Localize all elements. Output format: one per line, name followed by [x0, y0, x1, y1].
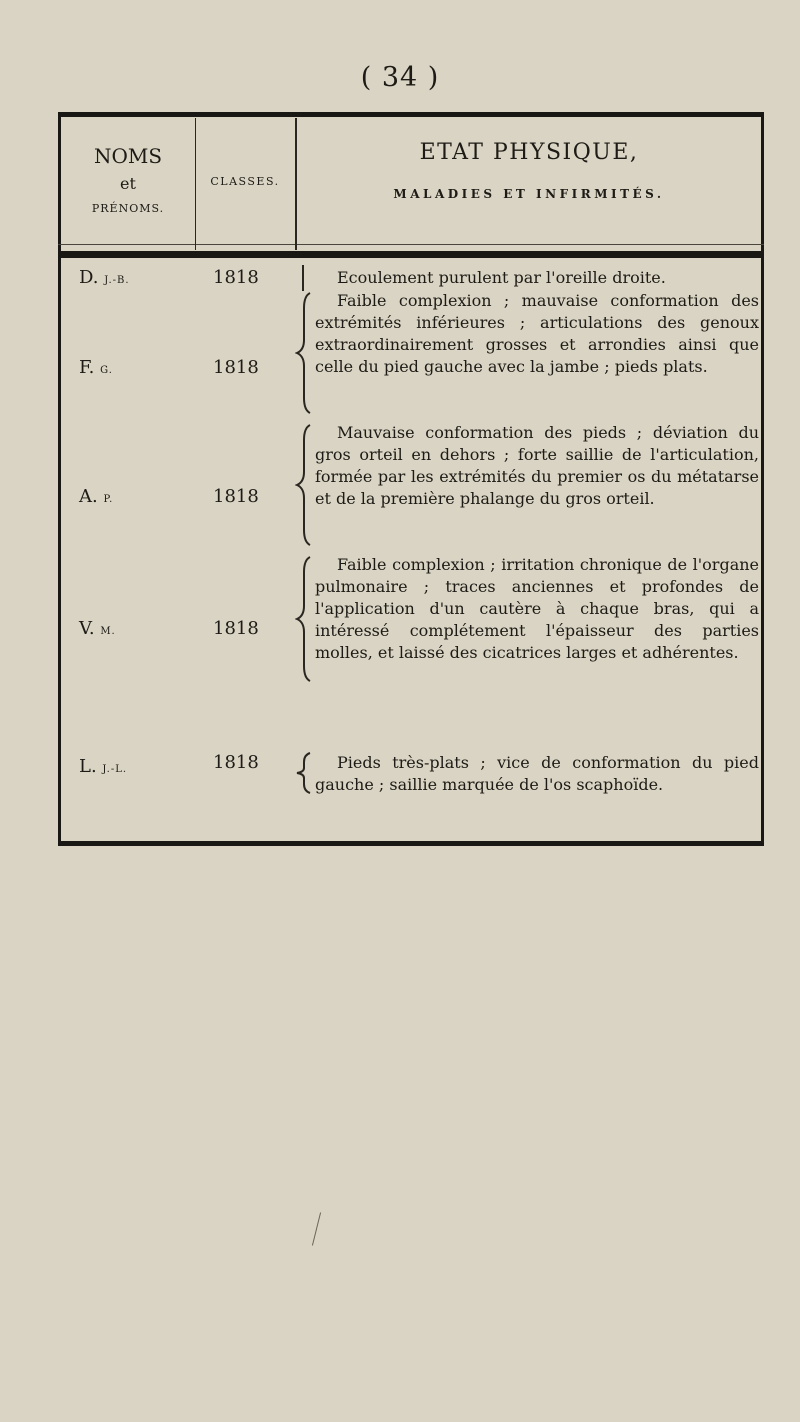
header-rule: [58, 251, 764, 258]
header-noms: NOMS: [93, 144, 163, 168]
row-4-prenom: M.: [100, 626, 116, 637]
row-2-initial: F.: [79, 357, 95, 378]
header-classes-label: CLASSES.: [210, 175, 280, 188]
row-1-classe: 1818: [213, 267, 259, 288]
row-5-name: [79, 756, 127, 777]
header-classes: [195, 116, 295, 248]
row-5-text: Pieds très-plats ; vice de conformation du pied gauche ; saillie marquée de l'os scaphoïde.: [315, 753, 759, 794]
stray-mark: [312, 1212, 321, 1245]
register-table: [58, 116, 764, 842]
row-2-classe: 1818: [213, 357, 259, 378]
row-5-prenom: J.-L.: [102, 764, 128, 775]
row-2-text: Faible complexion ; mauvaise conformation des extrémités inférieures ; articulations des genoux extraordinairement grosses et arrondies ainsi que celle du pied gauche avec la jambe ; pieds plats.: [315, 291, 759, 376]
row-2-brace: [295, 290, 315, 416]
row-4-classe: 1818: [213, 618, 259, 639]
header-et: et: [120, 174, 136, 193]
row-4-name: [79, 618, 116, 639]
row-1-text: Ecoulement purulent par l'oreille droite.: [337, 268, 666, 287]
row-1-prenom: J.-B.: [104, 275, 130, 286]
row-4-initial: V.: [79, 618, 95, 639]
row-4-brace: [295, 554, 315, 684]
row-3-classe: 1818: [213, 486, 259, 507]
header-etat-subtitle: MALADIES ET INFIRMITÉS.: [393, 187, 665, 201]
row-5-initial: L.: [79, 756, 97, 777]
row-3-name: [79, 486, 113, 507]
header-etat: [297, 116, 761, 248]
row-1-initial: D.: [79, 267, 99, 288]
row-1-name: [79, 267, 130, 288]
bottom-rule: [58, 841, 764, 846]
row-2-prenom: G.: [100, 365, 113, 376]
page-number: ( 34 ): [360, 62, 440, 93]
row-5-brace: [295, 750, 315, 796]
row-3-text: Mauvaise conformation des pieds ; déviation du gros orteil en dehors ; forte saillie de l'articulation, formée par les extrémités du premier os du métatarse et de la première phalange du gros orteil.: [315, 423, 759, 508]
header-names: [61, 116, 195, 248]
row-5-classe: 1818: [213, 752, 259, 773]
row-2-name: [79, 357, 113, 378]
row-1-bracket: [295, 263, 315, 293]
row-3-brace: [295, 422, 315, 548]
row-3-initial: A.: [79, 486, 98, 507]
row-4-text: Faible complexion ; irritation chronique de l'organe pulmonaire ; traces anciennes et profondes de l'application d'un cautère à chaque bras, qui a intéressé complétement l'épaisseur des parties molles, et laissé des cicatrices larges et adhérentes.: [315, 555, 759, 662]
header-prenoms: PRÉNOMS.: [91, 202, 165, 215]
header-etat-title: ETAT PHYSIQUE,: [419, 140, 639, 165]
row-3-prenom: P.: [103, 494, 114, 505]
